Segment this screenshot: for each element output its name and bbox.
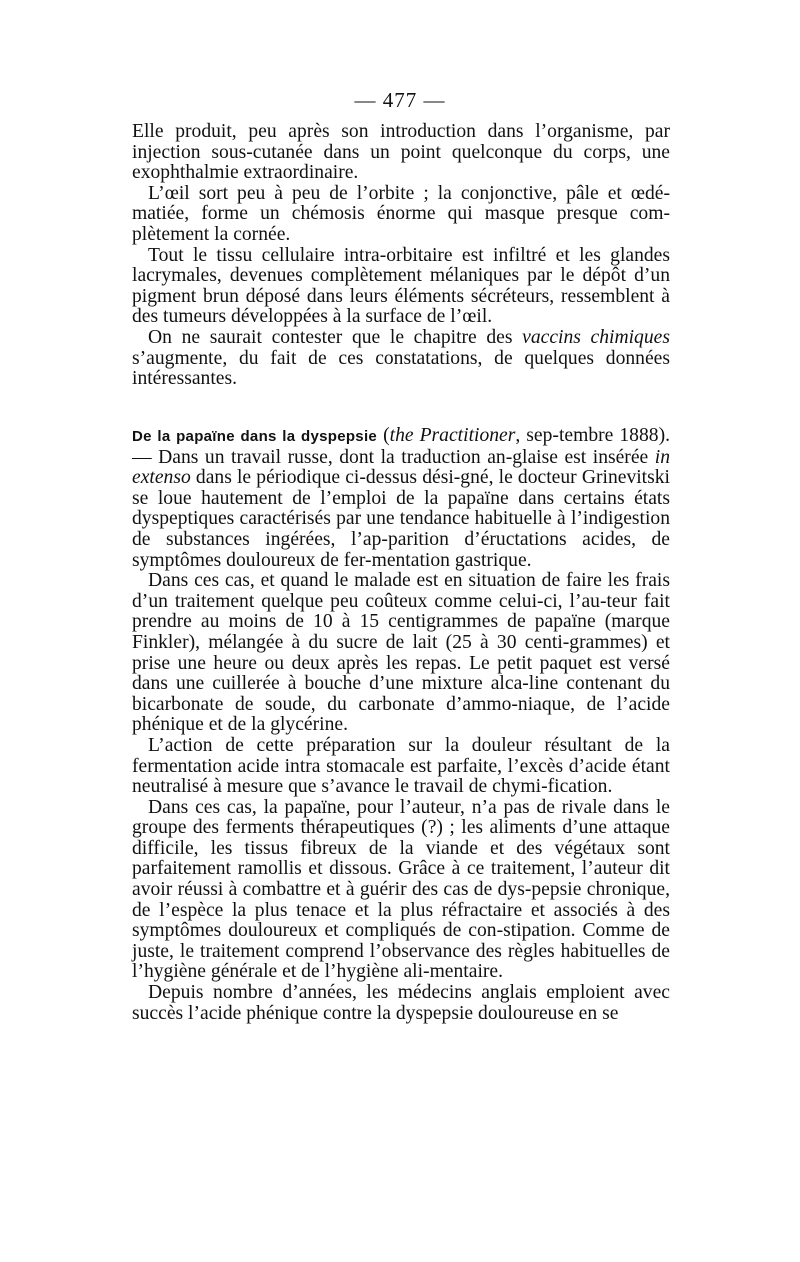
page-number: — 477 — bbox=[354, 88, 446, 112]
paragraph: Dans ces cas, la papaïne, pour l’auteur, n’a pas de rivale dans le groupe des ferments thérapeutiques (?) ; les aliments d’une attaque difficile, les tissus fibreux de la viande et des végétaux sont parfaitement ramollis et dissous. Grâce à ce traitement, l’auteur dit avoir réussi à combattre et à guérir des cas de dys-pepsie chronique, de l’espèce la plus tenace et la plus réfractaire et associés à des symptômes douloureux et compliqués de con-stipation. Comme de juste, le traitement comprend l’observance des règles habituelles de l’hygiène générale et de l’hygiène ali-mentaire. bbox=[132, 796, 670, 983]
paragraph: Tout le tissu cellulaire intra-orbitaire est infiltré et les glandes lacrymales, devenues complètement mélaniques par le dépôt d’un pigment brun déposé dans leurs éléments sécréteurs, ressemblent à des tumeurs développées à la surface de l’œil. bbox=[132, 244, 670, 328]
paragraph: Depuis nombre d’années, les médecins anglais emploient avec succès l’acide phénique contre la dyspepsie douloureuse en se bbox=[132, 982, 670, 1024]
section-exophthalmie bbox=[132, 122, 670, 390]
text-run: ( bbox=[377, 425, 390, 446]
text-run: s’augmente, du fait de ces constatations, de quelques données intéressantes. bbox=[132, 347, 670, 390]
section-heading: De la papaïne dans la dyspepsie bbox=[132, 428, 378, 445]
section-papaine bbox=[132, 426, 670, 1024]
italic-term: in extenso bbox=[132, 446, 670, 489]
text-run: On ne saurait contester que le chapitre des bbox=[148, 326, 523, 348]
paragraph bbox=[132, 328, 670, 390]
italic-term: vaccins chimiques bbox=[522, 326, 670, 348]
text-run: dans le périodique ci-dessus dési-gné, le docteur Grinevitski se loue hautement de l’emploi de la papaïne dans certains états dyspeptiques caractérisés par une tendance habituelle à l’indigestion de substances ingérées, l’ap-parition d’éructations acides, de symptômes douloureux de fer-mentation gastrique. bbox=[132, 467, 670, 571]
paragraph: L’action de cette préparation sur la douleur résultant de la fermentation acide intra stomacale est parfaite, l’excès d’acide étant neutralisé à mesure que s’avance le travail de chymi-fication. bbox=[132, 734, 670, 798]
journal-title: the Practitioner bbox=[389, 425, 516, 446]
text-run: , sep-tembre 1888). — Dans un travail russe, dont la traduction an-glaise est insérée bbox=[132, 425, 670, 468]
paragraph bbox=[132, 426, 670, 571]
paragraph: Elle produit, peu après son introduction dans l’organisme, par injection sous-cutanée dans un point quelconque du corps, une exophthalmie extraordinaire. bbox=[132, 121, 670, 184]
paragraph: L’œil sort peu à peu de l’orbite ; la conjonctive, pâle et œdé-matiée, forme un chémosis énorme qui masque presque com-plètement la cornée. bbox=[132, 182, 670, 245]
paragraph: Dans ces cas, et quand le malade est en situation de faire les frais d’un traitement quelque peu coûteux comme celui-ci, l’au-teur fait prendre au moins de 10 à 15 centigrammes de papaïne (marque Finkler), mélangée à du sucre de lait (25 à 30 centi-grammes) et prise une heure ou deux après les repas. Le petit paquet est versé dans une cuillerée à bouche d’une mixture alca-line contenant du bicarbonate de soude, du carbonate d’ammo-niaque, de l’acide phénique et de la glycérine. bbox=[132, 570, 670, 736]
